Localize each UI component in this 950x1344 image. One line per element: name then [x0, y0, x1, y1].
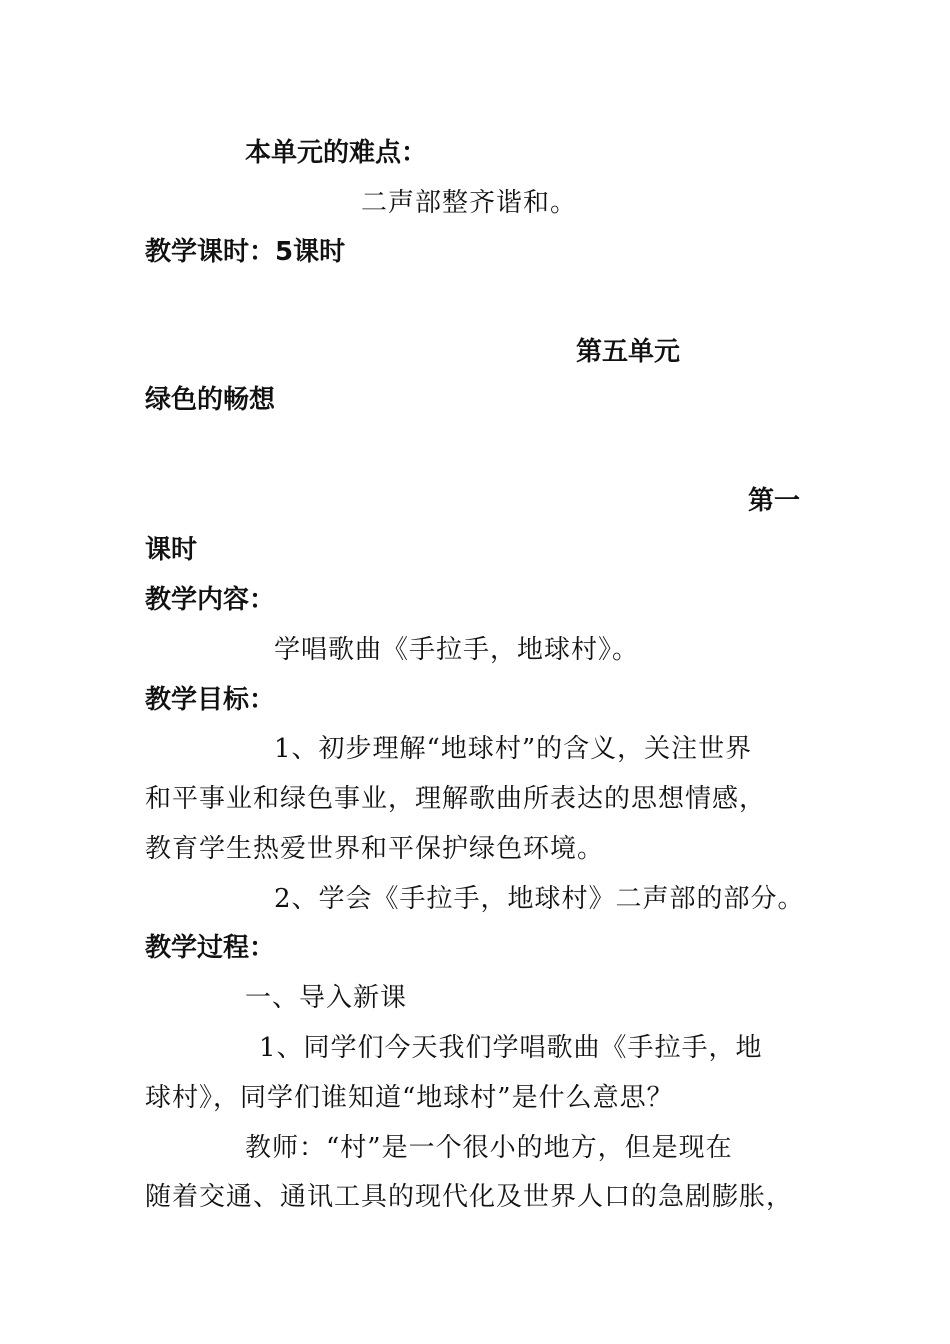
- teacher-line-2: 随着交通、通讯工具的现代化及世界人口的急剧膨胀，: [145, 1182, 794, 1212]
- goal-1-line-2: 和平事业和绿色事业，理解歌曲所表达的思想情感，: [145, 784, 767, 814]
- lesson-label: 课时: [145, 535, 198, 565]
- goal-2: 2、学会《手拉手，地球村》二声部的部分。: [274, 884, 805, 914]
- content-text: 学唱歌曲《手拉手，地球村》。: [274, 635, 640, 665]
- lesson-hours: 教学课时：5课时: [145, 237, 346, 267]
- difficulty-heading: 本单元的难点：: [245, 138, 428, 168]
- step-1-line-1: 1、同学们今天我们学唱歌曲《手拉手，地: [259, 1033, 763, 1063]
- goal-1-line-1: 1、初步理解“地球村”的含义，关注世界: [274, 734, 753, 764]
- process-heading: 教学过程：: [145, 933, 276, 963]
- difficulty-text: 二声部整齐谐和。: [361, 188, 578, 218]
- content-heading: 教学内容：: [145, 585, 276, 615]
- step-1-line-2: 球村》，同学们谁知道“地球村”是什么意思？: [145, 1083, 674, 1113]
- unit-title: 第五单元: [576, 337, 681, 367]
- goals-heading: 教学目标：: [145, 685, 276, 715]
- step-1-heading: 一、导入新课: [245, 983, 408, 1013]
- unit-subtitle: 绿色的畅想: [145, 385, 276, 415]
- goal-1-line-3: 教育学生热爱世界和平保护绿色环境。: [145, 834, 605, 864]
- teacher-line-1: 教师：“村”是一个很小的地方，但是现在: [245, 1133, 733, 1163]
- lesson-number: 第一: [748, 486, 801, 516]
